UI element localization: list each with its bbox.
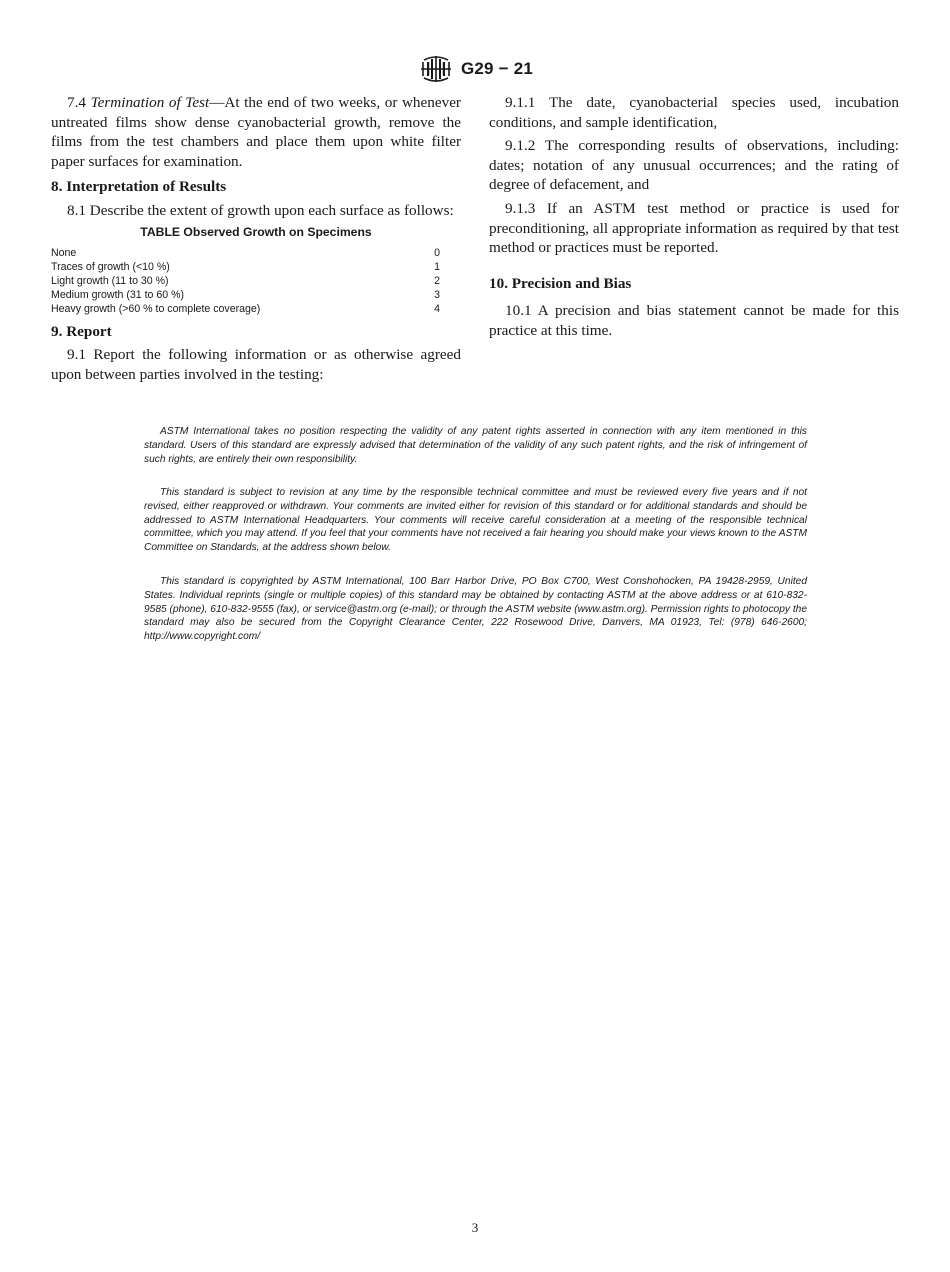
table-row	[51, 274, 440, 288]
page-number: 3	[471, 1220, 479, 1235]
astm-logo-icon	[417, 54, 455, 84]
row-value: 2	[434, 274, 440, 287]
row-value: 4	[434, 302, 440, 315]
table-row	[51, 302, 440, 316]
paragraph-8-1: 8.1 Describe the extent of growth upon each surface as follows:	[67, 201, 454, 219]
section-10-heading: 10. Precision and Bias	[489, 274, 632, 292]
table-row	[51, 260, 440, 274]
growth-table	[51, 246, 440, 316]
row-label: Traces of growth (<10 %)	[51, 260, 170, 273]
row-value: 0	[434, 246, 440, 259]
paragraph-10-1: 10.1 A precision and bias statement cannot be made for this practice at this time.	[489, 302, 899, 339]
page-header	[0, 54, 950, 84]
left-column	[51, 93, 461, 388]
patent-notice: ASTM International takes no position respecting the validity of any patent rights asserted in connection with any item mentioned in this standard. Users of this standard are expressly advised that determination of the validity of any such patent rights, and the risk of infringement of such rights, are entirely their own responsibility.	[144, 426, 807, 465]
row-label: Light growth (11 to 30 %)	[51, 274, 169, 287]
row-label: Heavy growth (>60 % to complete coverage)	[51, 302, 261, 315]
section-9-heading: 9. Report	[51, 322, 112, 340]
row-label: None	[51, 246, 77, 259]
copyright-notice: This standard is copyrighted by ASTM International, 100 Barr Harbor Drive, PO Box C700, West Conshohocken, PA 19428-2959, United States. Individual reprints (single or multiple copies) of this standard may be obtained by contacting ASTM at the above address or at 610-832-9585 (phone), 610-832-9555 (fax), or service@astm.org (e-mail); or through the ASTM website (www.astm.org). Permission rights to photocopy the standard may also be secured from the Copyright Clearance Center, 222 Rosewood Drive, Danvers, MA 01923, Tel: (978) 646-2600; http://www.copyright.com/	[144, 576, 807, 643]
paragraph-7-4: 7.4 Termination of Test—At the end of two weeks, or whenever untreated films show dense cyanobacterial growth, remove the films from the test chambers and place them upon white filter paper surfaces for examination.	[51, 94, 461, 170]
revision-notice: This standard is subject to revision at any time by the responsible technical committee and must be reviewed every five years and if not revised, either reapproved or withdrawn. Your comments are invited either for revision of this standard or for additional standards and should be addressed to ASTM International Headquarters. Your comments will receive careful consideration at a meeting of the responsible technical committee, which you may attend. If you feel that your comments have not received a fair hearing you should make your views known to the ASTM Committee on Standards, at the address shown below.	[144, 487, 807, 554]
paragraph-9-1-2: 9.1.2 The corresponding results of observations, including: dates; notation of any unusual occurrences; and the rating of degree of defacement, and	[489, 137, 899, 194]
table-row	[51, 246, 440, 260]
row-label: Medium growth (31 to 60 %)	[51, 288, 185, 301]
table-title: TABLE Observed Growth on Specimens	[140, 224, 372, 239]
paragraph-9-1-1: 9.1.1 The date, cyanobacterial species used, incubation conditions, and sample identification,	[489, 94, 899, 131]
paragraph-9-1-3: 9.1.3 If an ASTM test method or practice is used for preconditioning, all appropriate information as required by that test method or practices must be reported.	[489, 199, 899, 257]
row-value: 3	[434, 288, 440, 301]
section-8-heading: 8. Interpretation of Results	[51, 178, 227, 196]
document-designation: G29 − 21	[460, 59, 533, 78]
paragraph-9-1: 9.1 Report the following information or as otherwise agreed upon between parties involved in the testing:	[51, 346, 461, 383]
right-column	[489, 93, 899, 345]
row-value: 1	[434, 260, 440, 273]
table-row	[51, 288, 440, 302]
